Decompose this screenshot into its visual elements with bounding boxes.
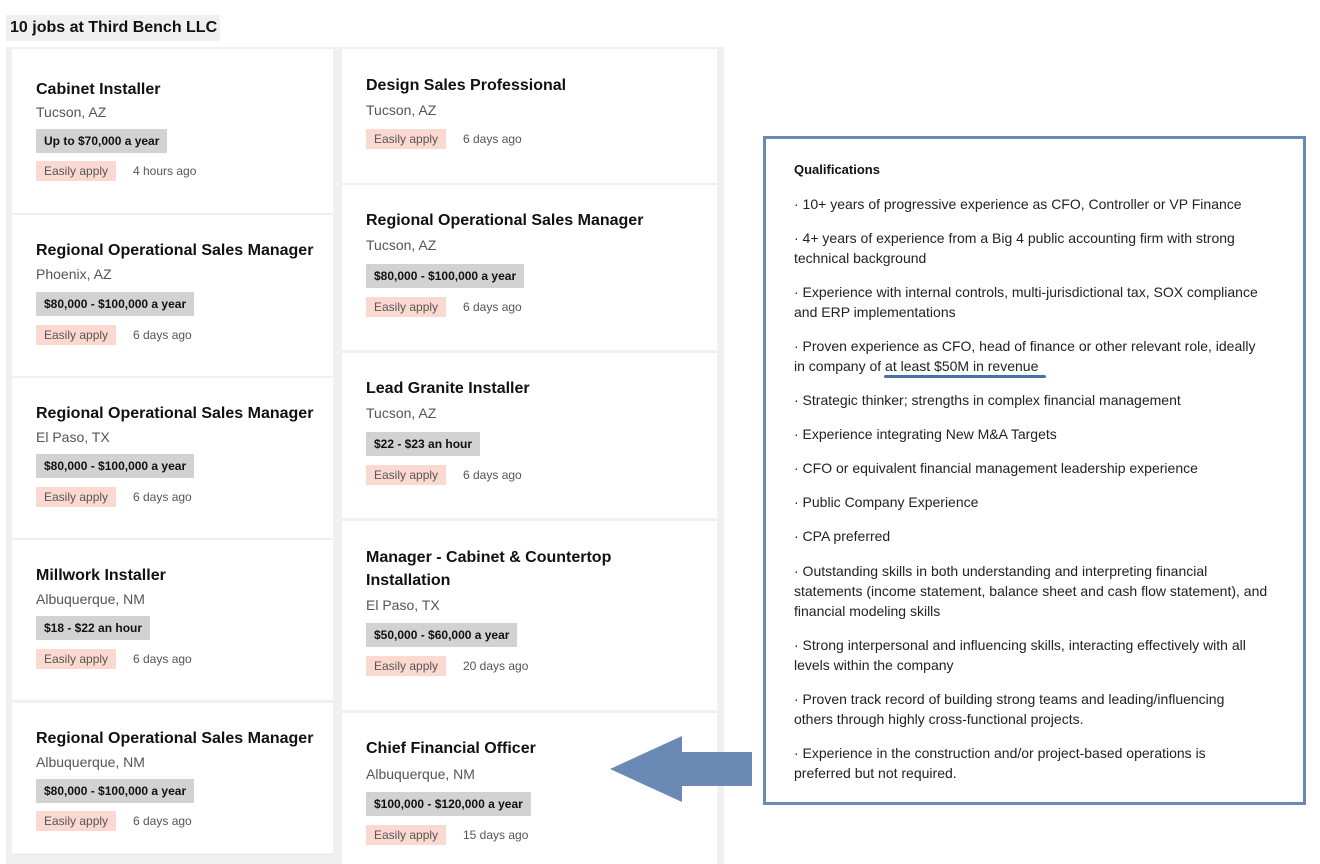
salary-badge: $80,000 - $100,000 a year — [36, 779, 194, 803]
easily-apply-badge: Easily apply — [36, 811, 116, 831]
job-card-regional-sales-tucson[interactable] — [342, 185, 717, 350]
job-title-line-1[interactable]: Manager - Cabinet & Countertop — [366, 549, 612, 566]
easily-apply-badge: Easily apply — [366, 656, 446, 676]
job-title[interactable]: Design Sales Professional — [366, 77, 567, 94]
job-title[interactable]: Lead Granite Installer — [366, 380, 530, 397]
job-location: Tucson, AZ — [366, 102, 437, 118]
qualification-item: · Experience integrating New M&A Targets — [794, 426, 1057, 442]
easily-apply-badge: Easily apply — [36, 161, 116, 181]
posted-time: 6 days ago — [133, 328, 192, 342]
qualification-item: · Experience in the construction and/or project-based operations is preferred but not required. — [794, 745, 1206, 781]
salary-badge: $80,000 - $100,000 a year — [36, 454, 194, 478]
job-location: Albuquerque, NM — [36, 591, 145, 607]
easily-apply-badge: Easily apply — [366, 465, 446, 485]
posted-time: 6 days ago — [463, 300, 522, 314]
job-title[interactable]: Regional Operational Sales Manager — [36, 405, 314, 422]
job-title[interactable]: Chief Financial Officer — [366, 740, 536, 757]
page-title: 10 jobs at Third Bench LLC — [6, 15, 220, 41]
job-card-manager-cabinet-countertop[interactable] — [342, 521, 717, 710]
easily-apply-badge: Easily apply — [36, 325, 116, 345]
job-location: Albuquerque, NM — [36, 754, 145, 770]
job-location: Phoenix, AZ — [36, 266, 112, 282]
posted-time: 4 hours ago — [133, 164, 197, 178]
qualification-item: · Strong interpersonal and influencing skills, interacting effectively with all levels within the company — [794, 637, 1246, 673]
job-title[interactable]: Regional Operational Sales Manager — [36, 242, 314, 259]
job-card-regional-sales-phoenix[interactable] — [12, 215, 333, 376]
qualification-item: · Strategic thinker; strengths in complex financial management — [794, 392, 1181, 408]
job-title[interactable]: Millwork Installer — [36, 567, 166, 584]
posted-time: 6 days ago — [463, 132, 522, 146]
qualification-item: · CFO or equivalent financial management leadership experience — [794, 460, 1198, 476]
job-location: Tucson, AZ — [366, 237, 437, 253]
left-arrow-icon — [608, 734, 754, 804]
qualification-item: · Proven track record of building strong teams and leading/influencing others through highly cross-functional projects. — [794, 691, 1225, 727]
easily-apply-badge: Easily apply — [36, 487, 116, 507]
salary-badge: $18 - $22 an hour — [36, 616, 150, 640]
qualification-item: · Public Company Experience — [794, 494, 979, 510]
job-location: Tucson, AZ — [366, 405, 437, 421]
revenue-underline — [884, 375, 1046, 378]
salary-badge: $80,000 - $100,000 a year — [366, 264, 524, 288]
qualification-item: · 4+ years of experience from a Big 4 public accounting firm with strong technical background — [794, 230, 1235, 266]
salary-badge: $80,000 - $100,000 a year — [36, 292, 194, 316]
easily-apply-badge: Easily apply — [36, 649, 116, 669]
job-card-lead-granite-installer[interactable] — [342, 353, 717, 518]
qualification-item: · Proven experience as CFO, head of finance or other relevant role, ideally in company of at least $50M in revenue — [794, 338, 1256, 374]
posted-time: 6 days ago — [133, 490, 192, 504]
qualification-item: · 10+ years of progressive experience as CFO, Controller or VP Finance — [794, 196, 1242, 212]
job-card-regional-sales-el-paso[interactable] — [12, 378, 333, 538]
job-card-regional-sales-albuquerque[interactable] — [12, 703, 333, 853]
qualifications-title: Qualifications — [794, 162, 880, 177]
job-title[interactable]: Regional Operational Sales Manager — [36, 730, 314, 747]
job-card-millwork-installer[interactable] — [12, 540, 333, 700]
posted-time: 6 days ago — [463, 468, 522, 482]
posted-time: 15 days ago — [463, 828, 529, 842]
easily-apply-badge: Easily apply — [366, 297, 446, 317]
salary-badge: $22 - $23 an hour — [366, 432, 480, 456]
qualification-item: · CPA preferred — [794, 528, 891, 544]
job-card-cabinet-installer[interactable] — [12, 49, 333, 213]
qualifications-panel — [763, 136, 1306, 805]
job-location: El Paso, TX — [36, 429, 110, 445]
posted-time: 20 days ago — [463, 659, 529, 673]
job-title[interactable]: Cabinet Installer — [36, 81, 161, 98]
job-title-line-2[interactable]: Installation — [366, 572, 451, 589]
easily-apply-badge: Easily apply — [366, 825, 446, 845]
salary-badge: $100,000 - $120,000 a year — [366, 792, 531, 816]
job-title[interactable]: Regional Operational Sales Manager — [366, 212, 644, 229]
job-location: Tucson, AZ — [36, 104, 107, 120]
qualification-item: · Experience with internal controls, multi-jurisdictional tax, SOX compliance and ERP implementations — [794, 284, 1258, 320]
salary-badge: Up to $70,000 a year — [36, 129, 167, 153]
job-location: El Paso, TX — [366, 597, 440, 613]
posted-time: 6 days ago — [133, 814, 192, 828]
qualification-item: · Outstanding skills in both understanding and interpreting financial statements (income statement, balance sheet and cash flow statement), and financial modeling skills — [794, 563, 1268, 619]
salary-badge: $50,000 - $60,000 a year — [366, 623, 517, 647]
easily-apply-badge: Easily apply — [366, 129, 446, 149]
posted-time: 6 days ago — [133, 652, 192, 666]
job-location: Albuquerque, NM — [366, 766, 475, 782]
job-card-design-sales[interactable] — [342, 49, 717, 183]
